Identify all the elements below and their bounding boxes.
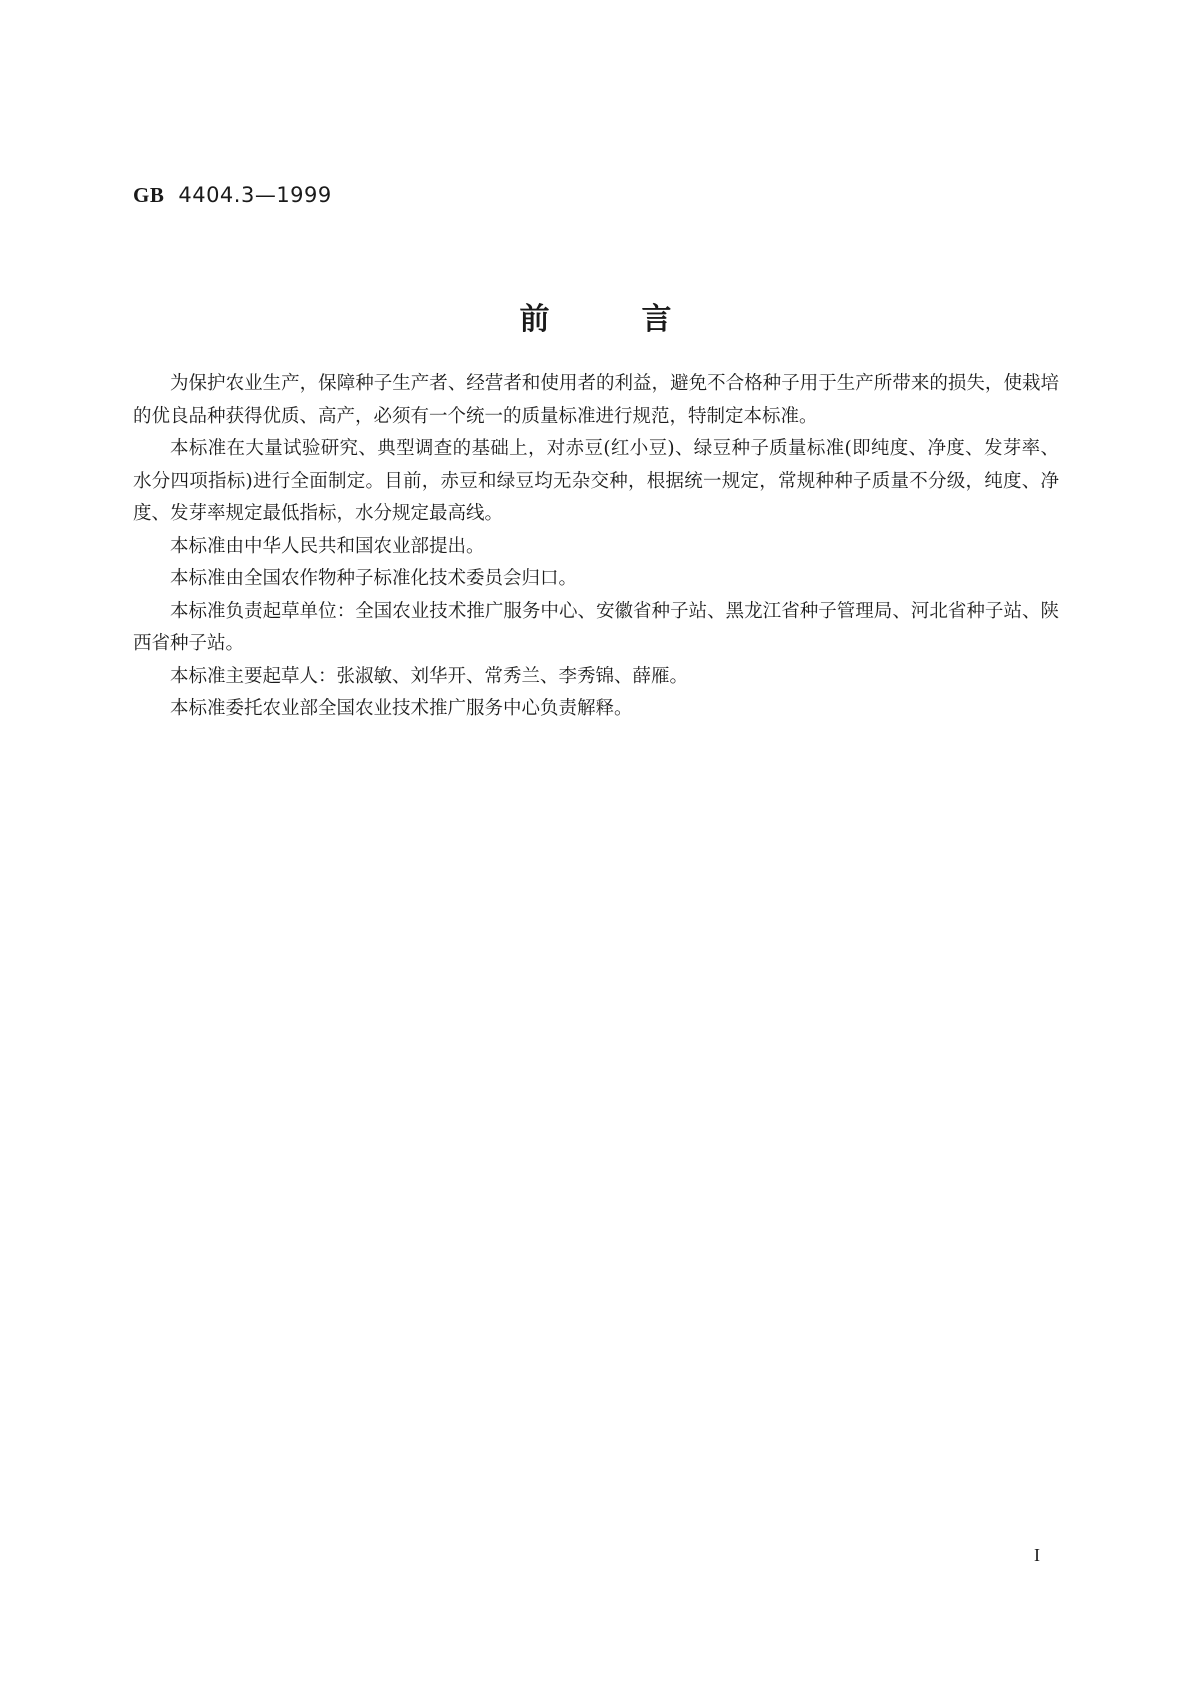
page-number: I: [1034, 1545, 1040, 1565]
paragraph: 本标准由中华人民共和国农业部提出。: [170, 535, 485, 557]
title-char-2: 言: [641, 302, 672, 337]
paragraph: 本标准在大量试验研究、典型调查的基础上，对赤豆(红小豆)、绿豆种子质量标准(即纯度、净度、发芽率、水分四项指标)进行全面制定。目前，赤豆和绿豆均无杂交种，根据统一规定，常规种种子质量不分级，纯度、净度、发芽率规定最低指标，水分规定最高线。: [133, 438, 1059, 524]
paragraph: 本标准由全国农作物种子标准化技术委员会归口。: [170, 568, 578, 589]
standard-prefix: GB: [133, 183, 165, 207]
foreword-body: [133, 368, 1059, 726]
paragraph: 本标准主要起草人：张淑敏、刘华开、常秀兰、李秀锦、薛雁。: [170, 665, 689, 687]
standard-code-header: [133, 183, 332, 208]
paragraph: 为保护农业生产，保障种子生产者、经营者和使用者的利益，避免不合格种子用于生产所带来的损失，使栽培的优良品种获得优质、高产，必须有一个统一的质量标准进行规范，特制定本标准。: [133, 373, 1059, 427]
title-char-1: 前: [519, 302, 550, 337]
page-title: [0, 300, 1191, 340]
paragraph: 本标准负责起草单位：全国农业技术推广服务中心、安徽省种子站、黑龙江省种子管理局、河北省种子站、陕西省种子站。: [133, 600, 1059, 654]
standard-number: 4404.3—1999: [178, 183, 332, 207]
paragraph: 本标准委托农业部全国农业技术推广服务中心负责解释。: [170, 698, 633, 719]
